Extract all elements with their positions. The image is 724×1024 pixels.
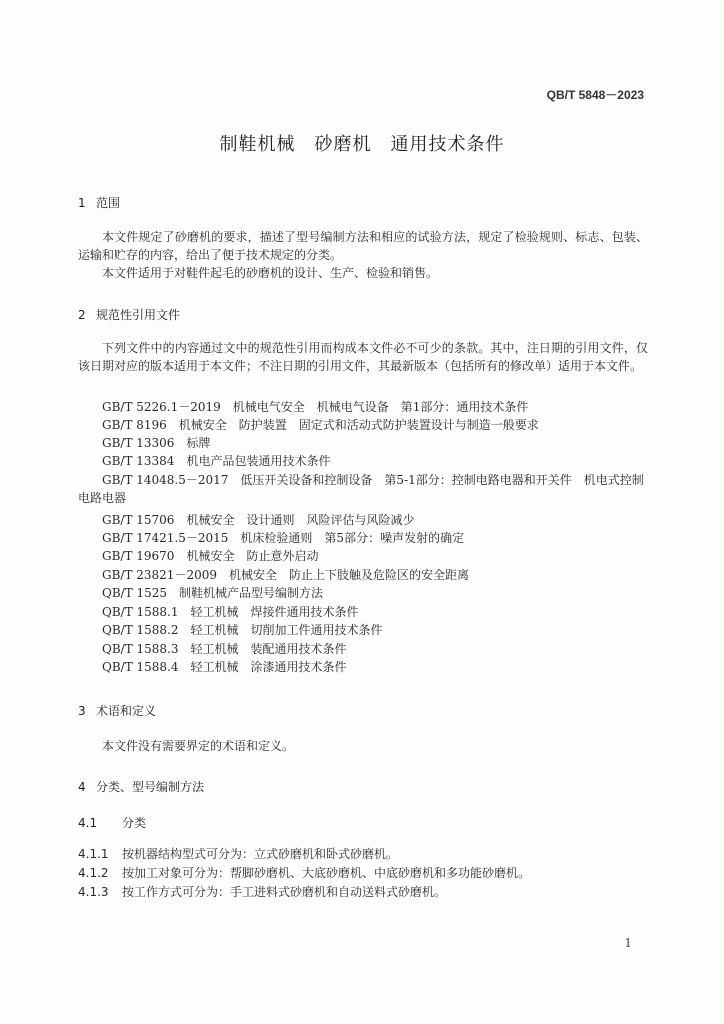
section-title: 规范性引用文件 [96,308,181,322]
reference-item: QB/T 1588.2 轻工机械 切削加工件通用技术条件 [102,623,383,637]
reference-item: GB/T 13306 标牌 [102,436,211,450]
subsection-number: 4.1 [78,816,98,830]
section-number: 2 [78,308,86,322]
standard-number: QB/T 5848－2023 [546,88,644,102]
section-1-heading [78,194,120,211]
reference-item: GB/T 13384 机电产品包装通用技术条件 [102,454,331,468]
paragraph: 下列文件中的内容通过文中的规范性引用而构成本文件必不可少的条款。其中，注日期的引用文件，仅该日期对应的版本适用于本文件；不注日期的引用文件，其最新版本（包括所有的修改单）适用于本文件。 [78,341,648,373]
section-number: 1 [78,196,86,210]
paragraph: 本文件规定了砂磨机的要求，描述了型号编制方法和相应的试验方法，规定了检验规则、标志、包装、运输和贮存的内容，给出了便于技术规定的分类。 [78,230,648,262]
paragraph: 本文件没有需要界定的术语和定义。 [102,739,295,753]
clause-code: 4.1.1 [78,847,109,861]
subsection-title: 分类 [122,816,147,830]
section-2-heading [78,306,180,323]
reference-item: GB/T 17421.5－2015 机床检验通则 第5部分：噪声发射的确定 [102,531,465,545]
section-number: 4 [78,780,86,794]
clause-text: 按机器结构型式可分为：立式砂磨机和卧式砂磨机。 [122,847,399,861]
section-3-heading [78,702,156,719]
reference-item: GB/T 8196 机械安全 防护装置 固定式和活动式防护装置设计与制造一般要求 [102,418,539,432]
clause-item [78,845,398,862]
section-title: 术语和定义 [96,704,157,718]
clause-item [78,864,530,881]
reference-item: QB/T 1525 制鞋机械产品型号编制方法 [102,586,324,600]
clause-code: 4.1.3 [78,885,109,899]
reference-item: GB/T 19670 机械安全 防止意外启动 [102,549,319,563]
section-4-heading [78,778,204,795]
clause-code: 4.1.2 [78,866,109,880]
reference-item: GB/T 15706 机械安全 设计通则 风险评估与风险减少 [102,513,415,527]
clause-text: 按工作方式可分为：手工进料式砂磨机和自动送料式砂磨机。 [122,885,447,899]
document-title: 制鞋机械 砂磨机 通用技术条件 [219,134,505,155]
reference-item: QB/T 1588.4 轻工机械 涂漆通用技术条件 [102,660,347,674]
reference-item: GB/T 14048.5－2017 低压开关设备和控制设备 第5-1部分：控制电路电器和开关件 机电式控制电路电器 [78,473,644,505]
clause-text: 按加工对象可分为：帮脚砂磨机、大底砂磨机、中底砂磨机和多功能砂磨机。 [122,866,531,880]
page-number: 1 [624,936,632,950]
reference-item: GB/T 23821－2009 机械安全 防止上下肢触及危险区的安全距离 [102,568,469,582]
reference-item: GB/T 5226.1－2019 机械电气安全 机械电气设备 第1部分：通用技术条件 [102,400,529,414]
clause-item [78,883,446,900]
section-number: 3 [78,704,86,718]
reference-item: QB/T 1588.1 轻工机械 焊接件通用技术条件 [102,605,359,619]
section-title: 范围 [96,196,121,210]
paragraph: 本文件适用于对鞋件起毛的砂磨机的设计、生产、检验和销售。 [102,266,439,280]
reference-item: QB/T 1588.3 轻工机械 装配通用技术条件 [102,642,347,656]
subsection-4-1-heading [78,814,146,831]
section-title: 分类、型号编制方法 [96,780,205,794]
